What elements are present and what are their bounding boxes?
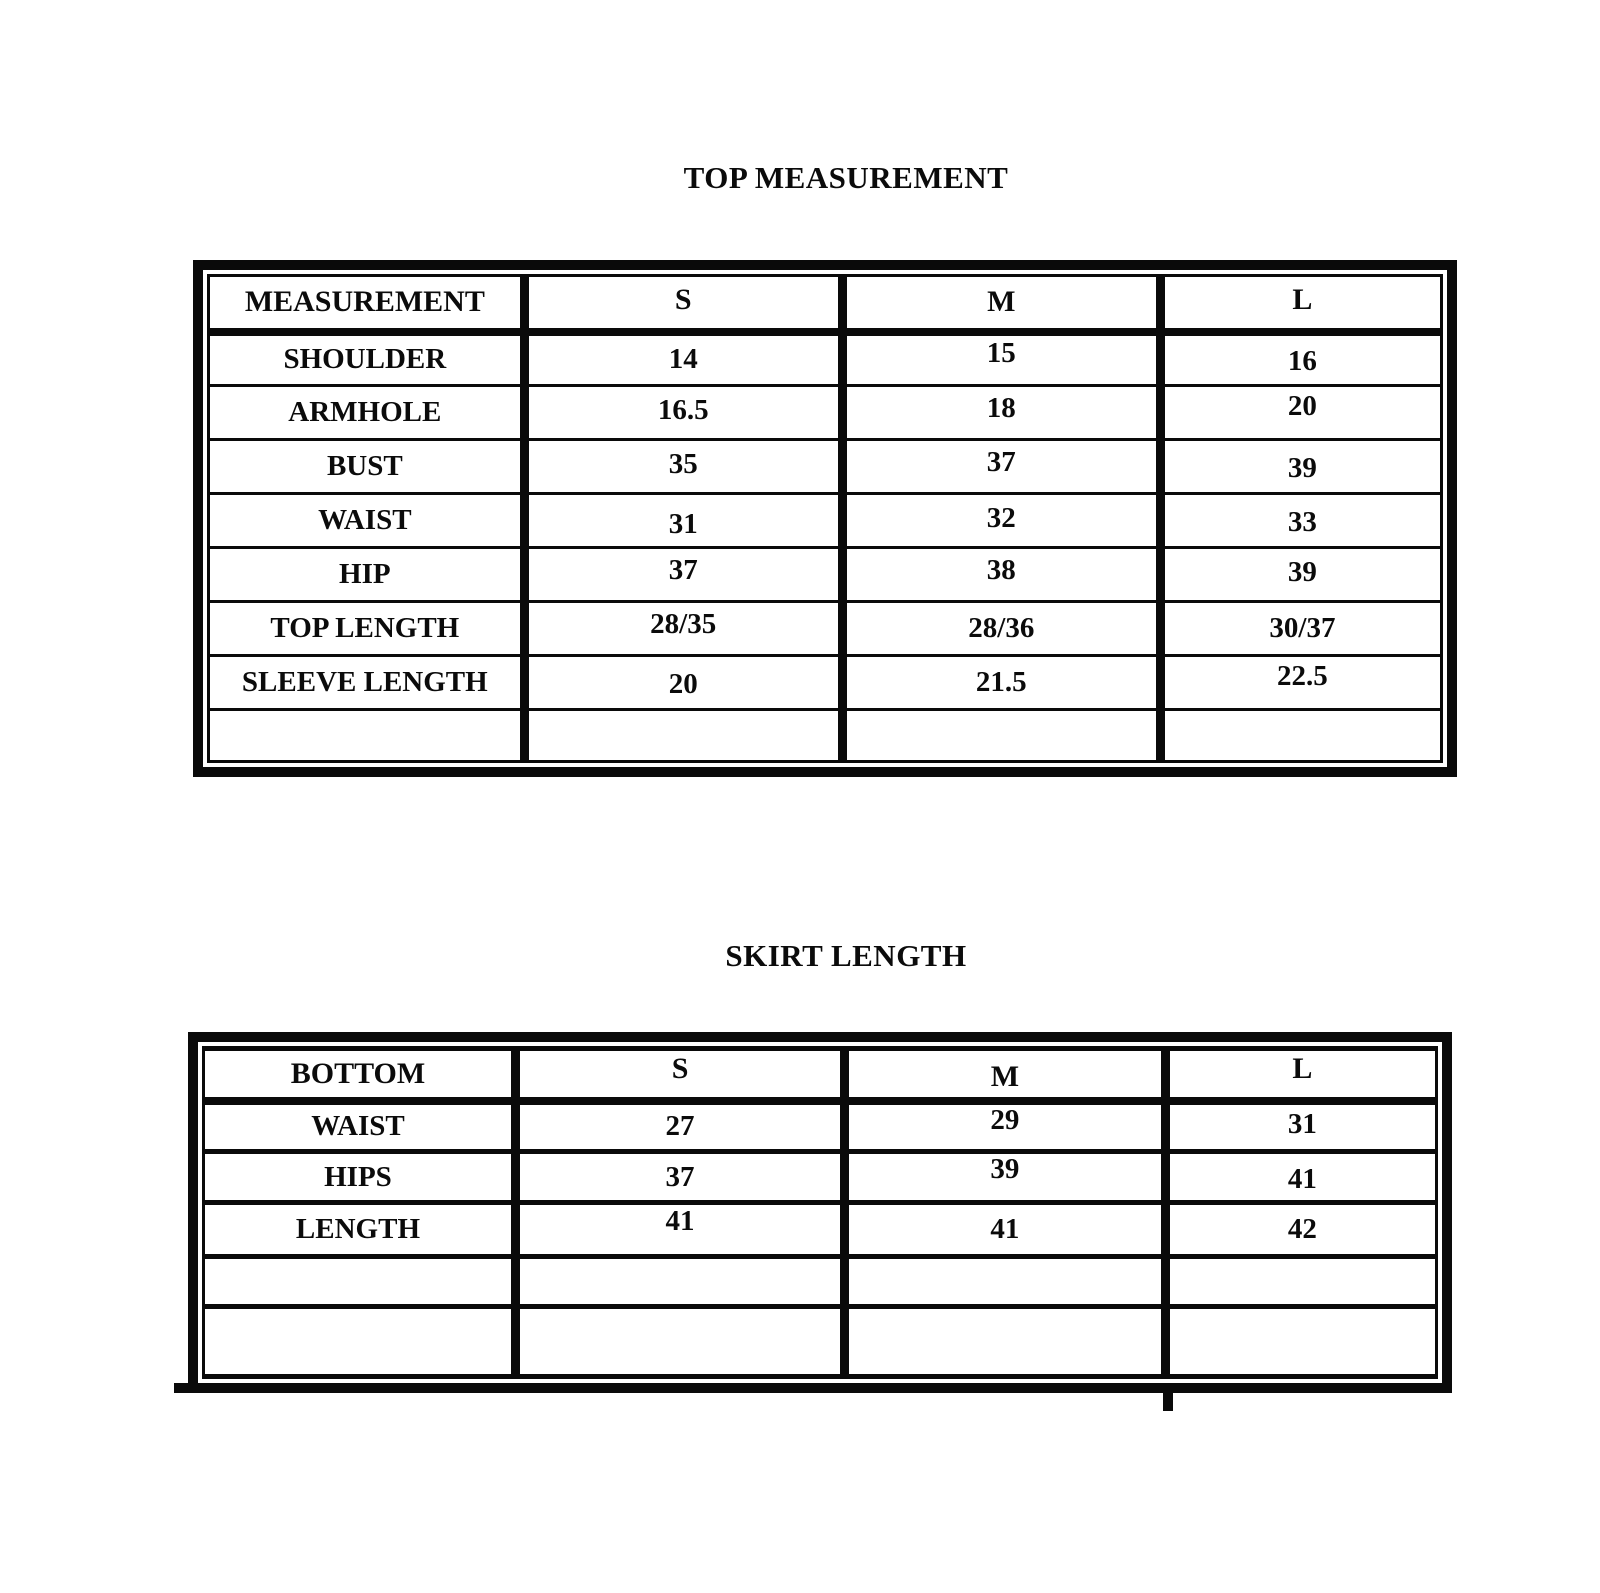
row-label-cell: LENGTH	[204, 1203, 516, 1257]
empty-cell	[204, 1307, 516, 1377]
measurement-row	[209, 386, 1442, 440]
empty-row	[204, 1307, 1437, 1377]
row-label-cell: WAIST	[209, 494, 525, 548]
empty-cell	[845, 1257, 1166, 1307]
empty-row	[209, 710, 1442, 762]
value-cell: 30/37	[1160, 602, 1441, 656]
empty-row	[204, 1257, 1437, 1307]
header-size-cell: S	[524, 276, 842, 332]
row-label-cell: BUST	[209, 440, 525, 494]
value-cell: 35	[524, 440, 842, 494]
empty-cell	[842, 710, 1160, 762]
value-cell: 15	[842, 332, 1160, 386]
measurement-row	[204, 1152, 1437, 1203]
value-cell: 22.5	[1160, 656, 1441, 710]
top-measurement-table-frame	[193, 260, 1457, 777]
empty-cell	[209, 710, 525, 762]
value-cell: 42	[1165, 1203, 1436, 1257]
measurement-row	[204, 1203, 1437, 1257]
header-size-cell: M	[842, 276, 1160, 332]
value-cell: 37	[515, 1152, 844, 1203]
value-cell: 33	[1160, 494, 1441, 548]
row-label-cell: TOP LENGTH	[209, 602, 525, 656]
measurement-row	[209, 656, 1442, 710]
measurement-row	[209, 332, 1442, 386]
value-cell: 18	[842, 386, 1160, 440]
empty-cell	[515, 1257, 844, 1307]
value-cell: 37	[524, 548, 842, 602]
empty-cell	[204, 1257, 516, 1307]
value-cell: 20	[1160, 386, 1441, 440]
row-label-cell: SLEEVE LENGTH	[209, 656, 525, 710]
header-label-cell: MEASUREMENT	[209, 276, 525, 332]
value-cell: 38	[842, 548, 1160, 602]
value-cell: 31	[524, 494, 842, 548]
top-measurement-title: TOP MEASUREMENT	[683, 160, 1009, 195]
measurement-row	[209, 602, 1442, 656]
row-label-cell: SHOULDER	[209, 332, 525, 386]
value-cell: 20	[524, 656, 842, 710]
header-label-cell: BOTTOM	[204, 1049, 516, 1101]
empty-cell	[1165, 1257, 1436, 1307]
header-size-cell: L	[1165, 1049, 1436, 1101]
row-label-cell: HIPS	[204, 1152, 516, 1203]
skirt-length-table	[202, 1046, 1438, 1379]
value-cell: 41	[1165, 1152, 1436, 1203]
empty-cell	[1160, 710, 1441, 762]
value-cell: 28/36	[842, 602, 1160, 656]
value-cell: 16	[1160, 332, 1441, 386]
value-cell: 32	[842, 494, 1160, 548]
header-row	[209, 276, 1442, 332]
empty-cell	[845, 1307, 1166, 1377]
row-label-cell: HIP	[209, 548, 525, 602]
value-cell: 41	[845, 1203, 1166, 1257]
value-cell: 37	[842, 440, 1160, 494]
value-cell: 29	[845, 1101, 1166, 1152]
value-cell: 41	[515, 1203, 844, 1257]
value-cell: 14	[524, 332, 842, 386]
header-size-cell: M	[845, 1049, 1166, 1101]
skirt-length-title: SKIRT LENGTH	[725, 938, 967, 973]
value-cell: 16.5	[524, 386, 842, 440]
measurement-row	[209, 548, 1442, 602]
header-size-cell: S	[515, 1049, 844, 1101]
header-row	[204, 1049, 1437, 1101]
value-cell: 39	[845, 1152, 1166, 1203]
empty-cell	[524, 710, 842, 762]
empty-cell	[515, 1307, 844, 1377]
value-cell: 27	[515, 1101, 844, 1152]
row-label-cell: WAIST	[204, 1101, 516, 1152]
value-cell: 39	[1160, 440, 1441, 494]
value-cell: 39	[1160, 548, 1441, 602]
measurement-row	[209, 440, 1442, 494]
empty-cell	[1165, 1307, 1436, 1377]
header-size-cell: L	[1160, 276, 1441, 332]
skirt-length-table-frame	[188, 1032, 1452, 1393]
value-cell: 28/35	[524, 602, 842, 656]
measurement-row	[209, 494, 1442, 548]
value-cell: 21.5	[842, 656, 1160, 710]
measurement-row	[204, 1101, 1437, 1152]
value-cell: 31	[1165, 1101, 1436, 1152]
top-measurement-table	[207, 274, 1443, 763]
row-label-cell: ARMHOLE	[209, 386, 525, 440]
